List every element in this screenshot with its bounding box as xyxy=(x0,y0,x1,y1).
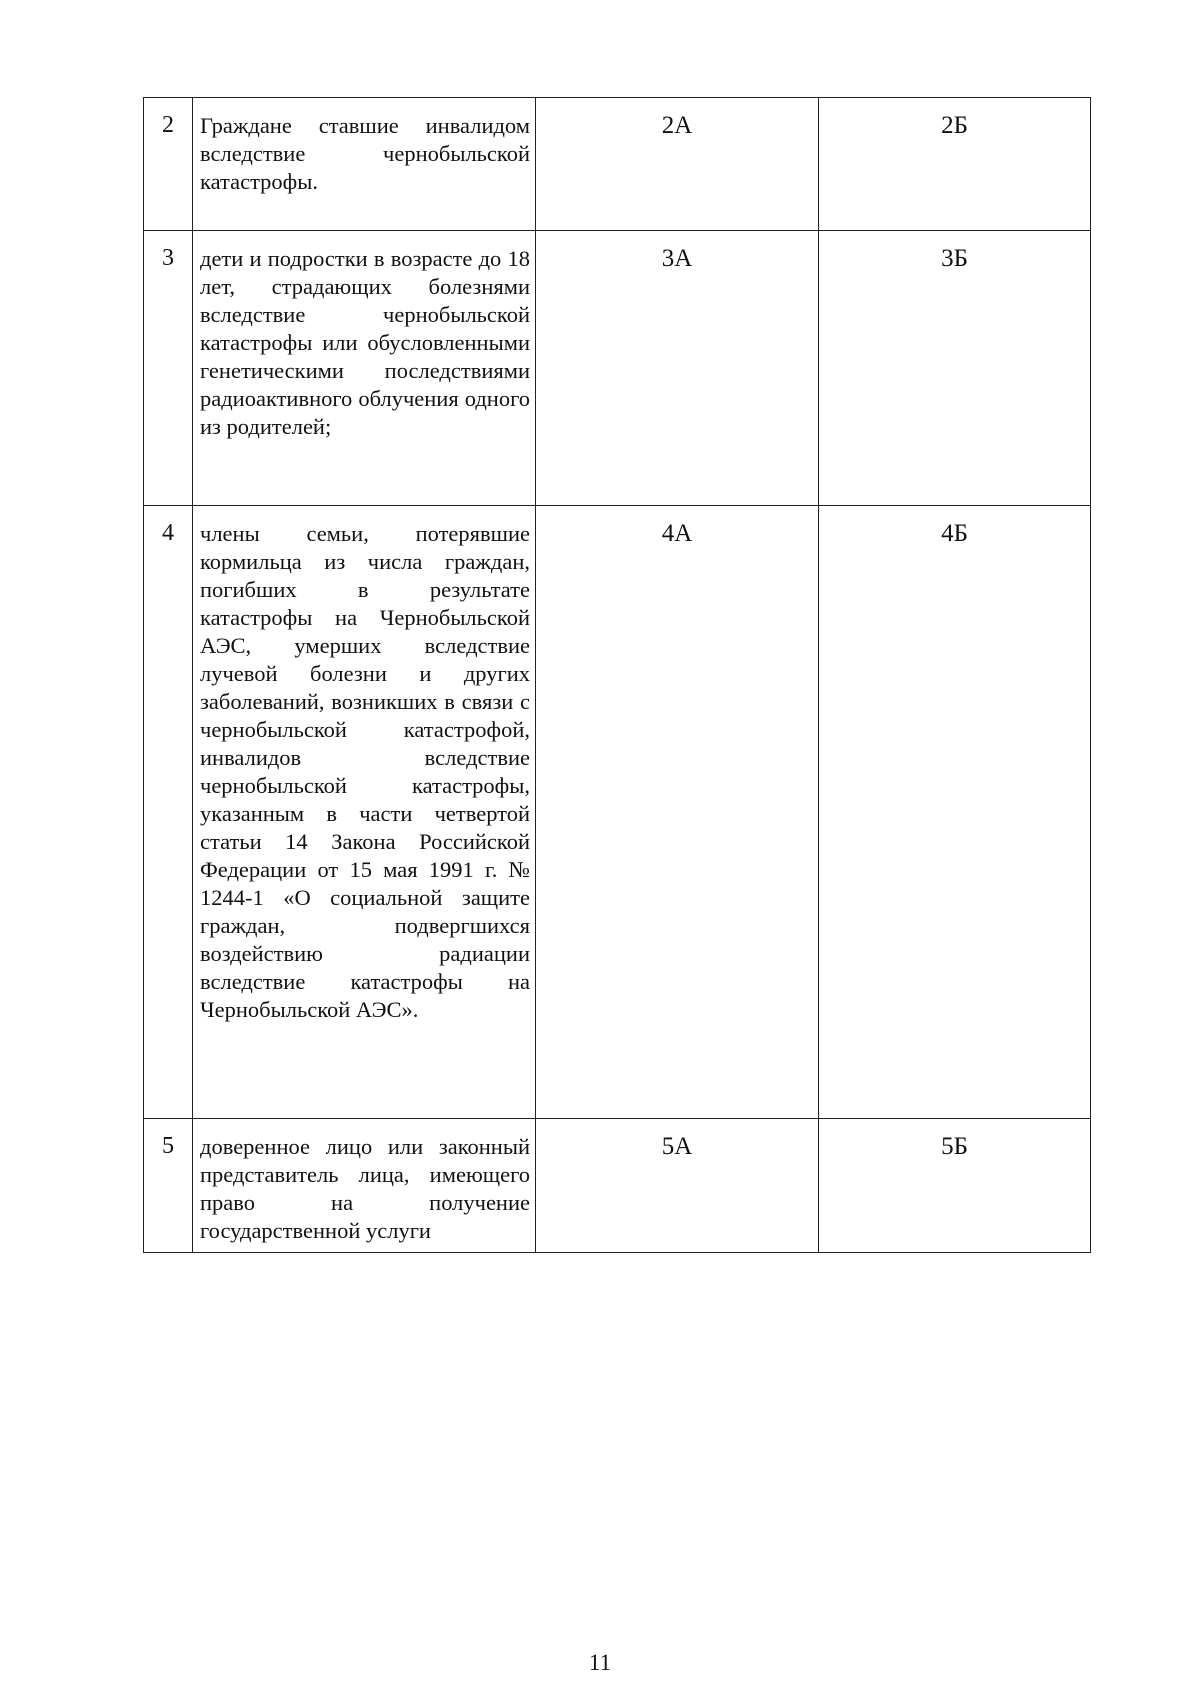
row-description-text: члены семьи, потерявшие кормильца из числа граждан, погибших в результате катастрофы на Чернобыльской АЭС, умерших вследствие лучевой болезни и других заболеваний, возникших в связи с чернобыльской катастрофой, инвалидов вследствие чернобыльской катастрофы, указанным в части четвертой статьи 14 Закона Российской Федерации от 15 мая 1991 г. № 1244-1 «О социальной защите граждан, подвергшихся воздействию радиации вследствие катастрофы на Чернобыльской АЭС». xyxy=(200,521,530,1022)
table-row xyxy=(144,506,1091,1119)
row-description xyxy=(193,1119,536,1253)
row-description-text: дети и подростки в возрасте до 18 лет, страдающих болезнями вследствие чернобыльской катастрофы или обусловленными генетическими последствиями радиоактивного облучения одного из родителей; xyxy=(200,246,530,439)
row-code-a: 4А xyxy=(536,506,819,1119)
row-description-text: доверенное лицо или законный представитель лица, имеющего право на получение государственной услуги xyxy=(200,1134,530,1243)
row-number: 2 xyxy=(144,98,193,231)
row-code-b: 2Б xyxy=(819,98,1091,231)
row-number: 3 xyxy=(144,231,193,506)
table-row xyxy=(144,231,1091,506)
row-description xyxy=(193,506,536,1119)
applicant-categories-table xyxy=(143,97,1091,1253)
page-number: 11 xyxy=(588,1650,612,1675)
table-row xyxy=(144,1119,1091,1253)
row-code-a: 5А xyxy=(536,1119,819,1253)
row-code-b: 4Б xyxy=(819,506,1091,1119)
row-number: 4 xyxy=(144,506,193,1119)
row-code-b: 5Б xyxy=(819,1119,1091,1253)
row-description xyxy=(193,231,536,506)
table-row xyxy=(144,98,1091,231)
row-description-text: Граждане ставшие инвалидом вследствие чернобыльской катастрофы. xyxy=(200,113,530,194)
row-code-a: 2А xyxy=(536,98,819,231)
row-description xyxy=(193,98,536,231)
row-code-b: 3Б xyxy=(819,231,1091,506)
row-number: 5 xyxy=(144,1119,193,1253)
row-code-a: 3А xyxy=(536,231,819,506)
